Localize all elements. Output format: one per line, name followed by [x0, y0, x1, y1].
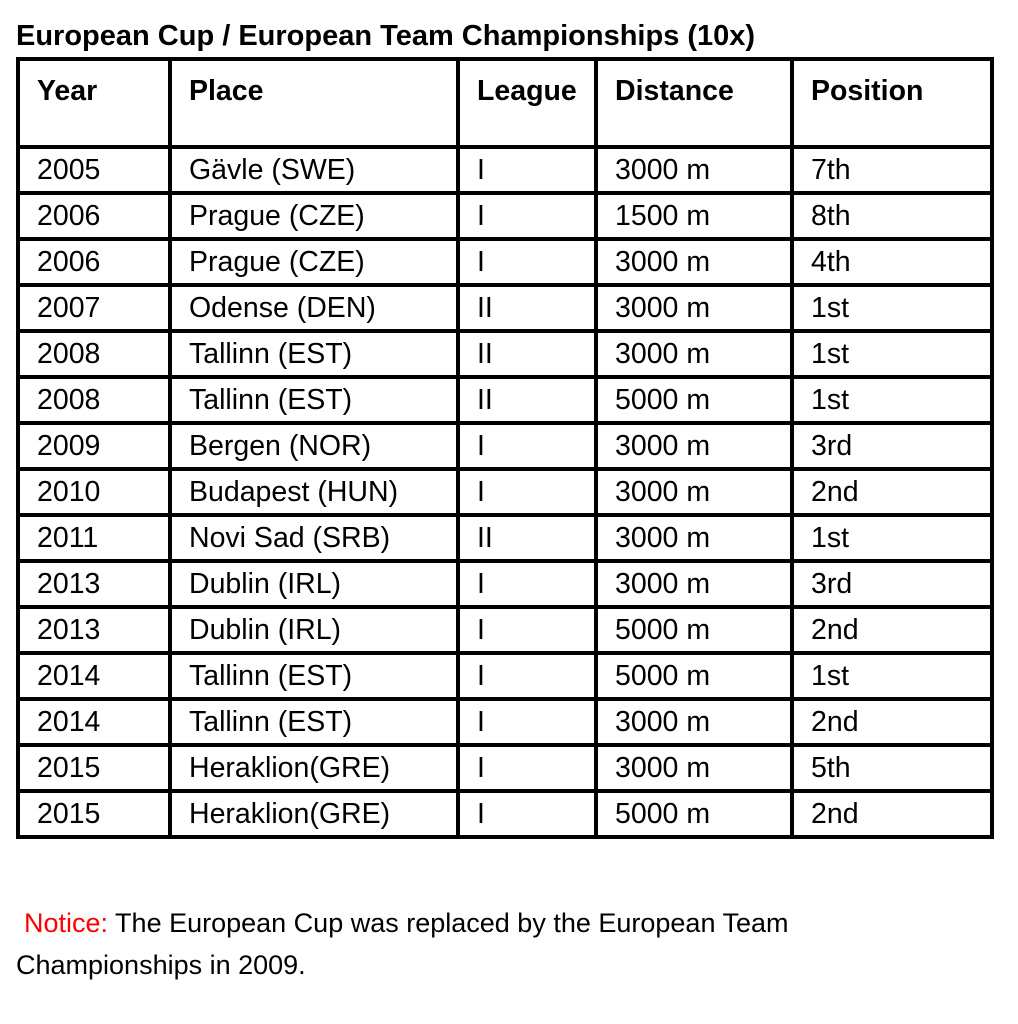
- table-row: [18, 699, 992, 745]
- cell-distance: 5000 m: [596, 791, 792, 837]
- cell-position: 4th: [792, 239, 992, 285]
- cell-position: 1st: [792, 515, 992, 561]
- table-row: [18, 791, 992, 837]
- cell-position: 7th: [792, 147, 992, 193]
- table-row: [18, 653, 992, 699]
- cell-position: 1st: [792, 377, 992, 423]
- table-row: [18, 561, 992, 607]
- table-row: [18, 147, 992, 193]
- cell-league: I: [458, 239, 596, 285]
- cell-league: I: [458, 699, 596, 745]
- cell-distance: 3000 m: [596, 331, 792, 377]
- notice-label: Notice:: [24, 908, 109, 938]
- cell-distance: 1500 m: [596, 193, 792, 239]
- cell-place: Tallinn (EST): [170, 653, 458, 699]
- cell-distance: 3000 m: [596, 147, 792, 193]
- cell-league: I: [458, 147, 596, 193]
- cell-year: 2008: [18, 377, 170, 423]
- cell-year: 2006: [18, 239, 170, 285]
- cell-year: 2007: [18, 285, 170, 331]
- table-row: [18, 285, 992, 331]
- cell-year: 2008: [18, 331, 170, 377]
- cell-place: Novi Sad (SRB): [170, 515, 458, 561]
- cell-position: 2nd: [792, 469, 992, 515]
- cell-year: 2014: [18, 699, 170, 745]
- header-row: [18, 59, 992, 147]
- cell-distance: 3000 m: [596, 285, 792, 331]
- cell-year: 2009: [18, 423, 170, 469]
- cell-position: 3rd: [792, 561, 992, 607]
- table-row: [18, 423, 992, 469]
- table-row: [18, 469, 992, 515]
- cell-place: Prague (CZE): [170, 193, 458, 239]
- table-body: [18, 147, 992, 837]
- cell-year: 2005: [18, 147, 170, 193]
- table-row: [18, 377, 992, 423]
- header-distance: Distance: [596, 59, 792, 147]
- cell-distance: 3000 m: [596, 561, 792, 607]
- cell-year: 2013: [18, 607, 170, 653]
- cell-position: 5th: [792, 745, 992, 791]
- header-place: Place: [170, 59, 458, 147]
- page-title: European Cup / European Team Championships (10x): [16, 20, 756, 52]
- table-row: [18, 239, 992, 285]
- table-row: [18, 515, 992, 561]
- notice: [16, 902, 976, 986]
- cell-distance: 3000 m: [596, 699, 792, 745]
- header-league: League: [458, 59, 596, 147]
- cell-place: Heraklion(GRE): [170, 791, 458, 837]
- results-table: [16, 57, 994, 839]
- cell-league: I: [458, 193, 596, 239]
- cell-league: I: [458, 653, 596, 699]
- cell-place: Gävle (SWE): [170, 147, 458, 193]
- cell-distance: 3000 m: [596, 423, 792, 469]
- cell-place: Tallinn (EST): [170, 331, 458, 377]
- table-row: [18, 331, 992, 377]
- header-year: Year: [18, 59, 170, 147]
- cell-league: II: [458, 331, 596, 377]
- cell-place: Odense (DEN): [170, 285, 458, 331]
- cell-distance: 5000 m: [596, 377, 792, 423]
- cell-place: Tallinn (EST): [170, 699, 458, 745]
- cell-position: 1st: [792, 331, 992, 377]
- cell-year: 2010: [18, 469, 170, 515]
- cell-distance: 5000 m: [596, 653, 792, 699]
- cell-league: I: [458, 791, 596, 837]
- cell-year: 2006: [18, 193, 170, 239]
- cell-year: 2015: [18, 745, 170, 791]
- cell-league: I: [458, 469, 596, 515]
- cell-league: I: [458, 423, 596, 469]
- table-row: [18, 193, 992, 239]
- table-row: [18, 745, 992, 791]
- cell-year: 2011: [18, 515, 170, 561]
- cell-year: 2015: [18, 791, 170, 837]
- cell-place: Bergen (NOR): [170, 423, 458, 469]
- notice-text: The European Cup was replaced by the European Team Championships in 2009.: [16, 908, 789, 980]
- cell-place: Dublin (IRL): [170, 561, 458, 607]
- cell-position: 1st: [792, 285, 992, 331]
- cell-year: 2013: [18, 561, 170, 607]
- cell-distance: 3000 m: [596, 469, 792, 515]
- cell-place: Heraklion(GRE): [170, 745, 458, 791]
- cell-league: I: [458, 607, 596, 653]
- cell-position: 1st: [792, 653, 992, 699]
- cell-distance: 5000 m: [596, 607, 792, 653]
- cell-league: II: [458, 285, 596, 331]
- cell-league: II: [458, 515, 596, 561]
- cell-distance: 3000 m: [596, 745, 792, 791]
- cell-place: Tallinn (EST): [170, 377, 458, 423]
- cell-place: Dublin (IRL): [170, 607, 458, 653]
- cell-position: 8th: [792, 193, 992, 239]
- cell-distance: 3000 m: [596, 515, 792, 561]
- cell-year: 2014: [18, 653, 170, 699]
- cell-league: I: [458, 745, 596, 791]
- cell-place: Budapest (HUN): [170, 469, 458, 515]
- table-row: [18, 607, 992, 653]
- header-position: Position: [792, 59, 992, 147]
- cell-position: 3rd: [792, 423, 992, 469]
- cell-place: Prague (CZE): [170, 239, 458, 285]
- cell-league: II: [458, 377, 596, 423]
- cell-league: I: [458, 561, 596, 607]
- cell-position: 2nd: [792, 699, 992, 745]
- table-header: [18, 59, 992, 147]
- cell-distance: 3000 m: [596, 239, 792, 285]
- cell-position: 2nd: [792, 791, 992, 837]
- cell-position: 2nd: [792, 607, 992, 653]
